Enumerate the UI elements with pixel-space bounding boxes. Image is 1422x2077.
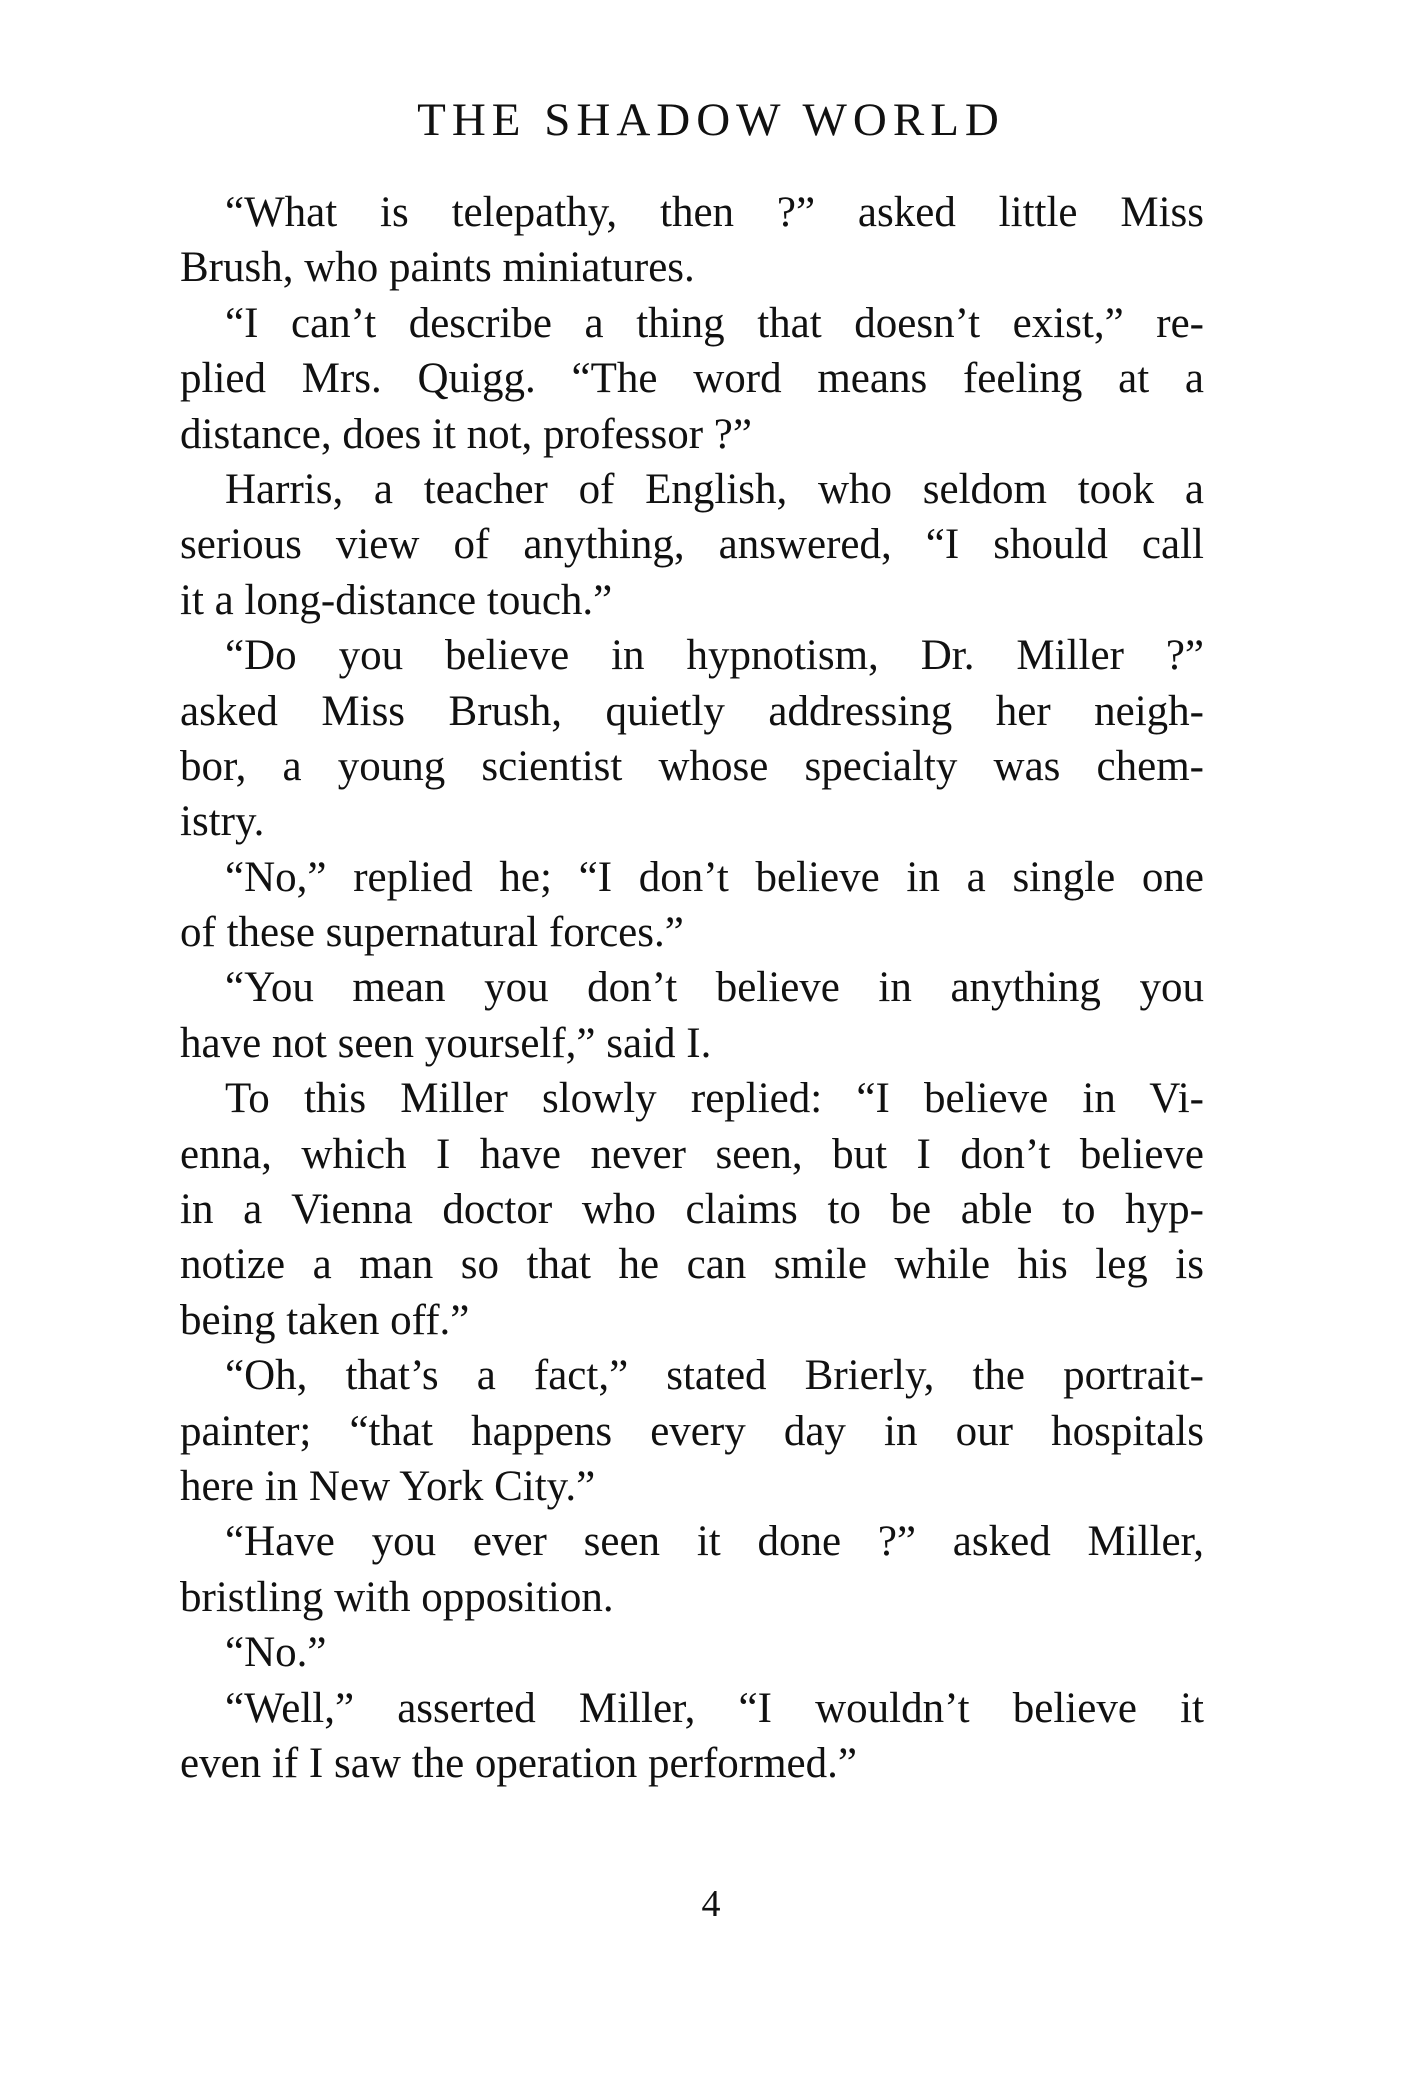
text-line: Brush, who paints miniatures. — [180, 244, 695, 292]
text-line: istry. — [180, 798, 265, 846]
text-line: “No,” replied he; “I don’t believe in a single one — [225, 853, 1204, 901]
text-line: “You mean you don’t believe in anything you — [225, 964, 1204, 1012]
text-line: notize a man so that he can smile while his leg is — [180, 1241, 1204, 1289]
text-line: have not seen yourself,” said I. — [180, 1019, 712, 1067]
text-line: Harris, a teacher of English, who seldom took a — [225, 465, 1204, 513]
text-line: in a Vienna doctor who claims to be able to hyp- — [180, 1186, 1204, 1234]
text-line: To this Miller slowly replied: “I believe in Vi- — [225, 1075, 1204, 1123]
text-line: being taken off.” — [180, 1296, 470, 1344]
body-text — [180, 185, 1204, 1791]
text-line: even if I saw the operation performed.” — [180, 1739, 857, 1787]
text-line: “Oh, that’s a fact,” stated Brierly, the portrait- — [225, 1352, 1204, 1400]
text-line: bristling with opposition. — [180, 1573, 614, 1621]
text-line: plied Mrs. Quigg. “The word means feeling at a — [180, 355, 1204, 403]
text-line: “What is telepathy, then ?” asked little Miss — [225, 189, 1204, 236]
text-line: here in New York City.” — [180, 1462, 596, 1510]
text-line: “Well,” asserted Miller, “I wouldn’t believe it — [225, 1684, 1204, 1732]
text-line: enna, which I have never seen, but I don’t believe — [180, 1130, 1204, 1178]
text-line: distance, does it not, professor ?” — [180, 410, 752, 458]
text-line: “I can’t describe a thing that doesn’t exist,” re- — [225, 299, 1204, 347]
page-number: 4 — [701, 1883, 721, 1925]
running-head: THE SHADOW WORLD — [417, 94, 1005, 146]
text-line: painter; “that happens every day in our hospitals — [180, 1407, 1204, 1455]
text-line: it a long-distance touch.” — [180, 576, 613, 624]
text-line: asked Miss Brush, quietly addressing her neigh- — [180, 687, 1204, 735]
text-line: bor, a young scientist whose specialty was chem- — [180, 742, 1204, 790]
text-line: “Do you believe in hypnotism, Dr. Miller ?” — [225, 632, 1204, 680]
text-line: of these supernatural forces.” — [180, 909, 684, 957]
text-line: serious view of anything, answered, “I should call — [180, 521, 1204, 569]
text-line: “No.” — [225, 1629, 327, 1677]
text-line: “Have you ever seen it done ?” asked Miller, — [225, 1518, 1204, 1566]
